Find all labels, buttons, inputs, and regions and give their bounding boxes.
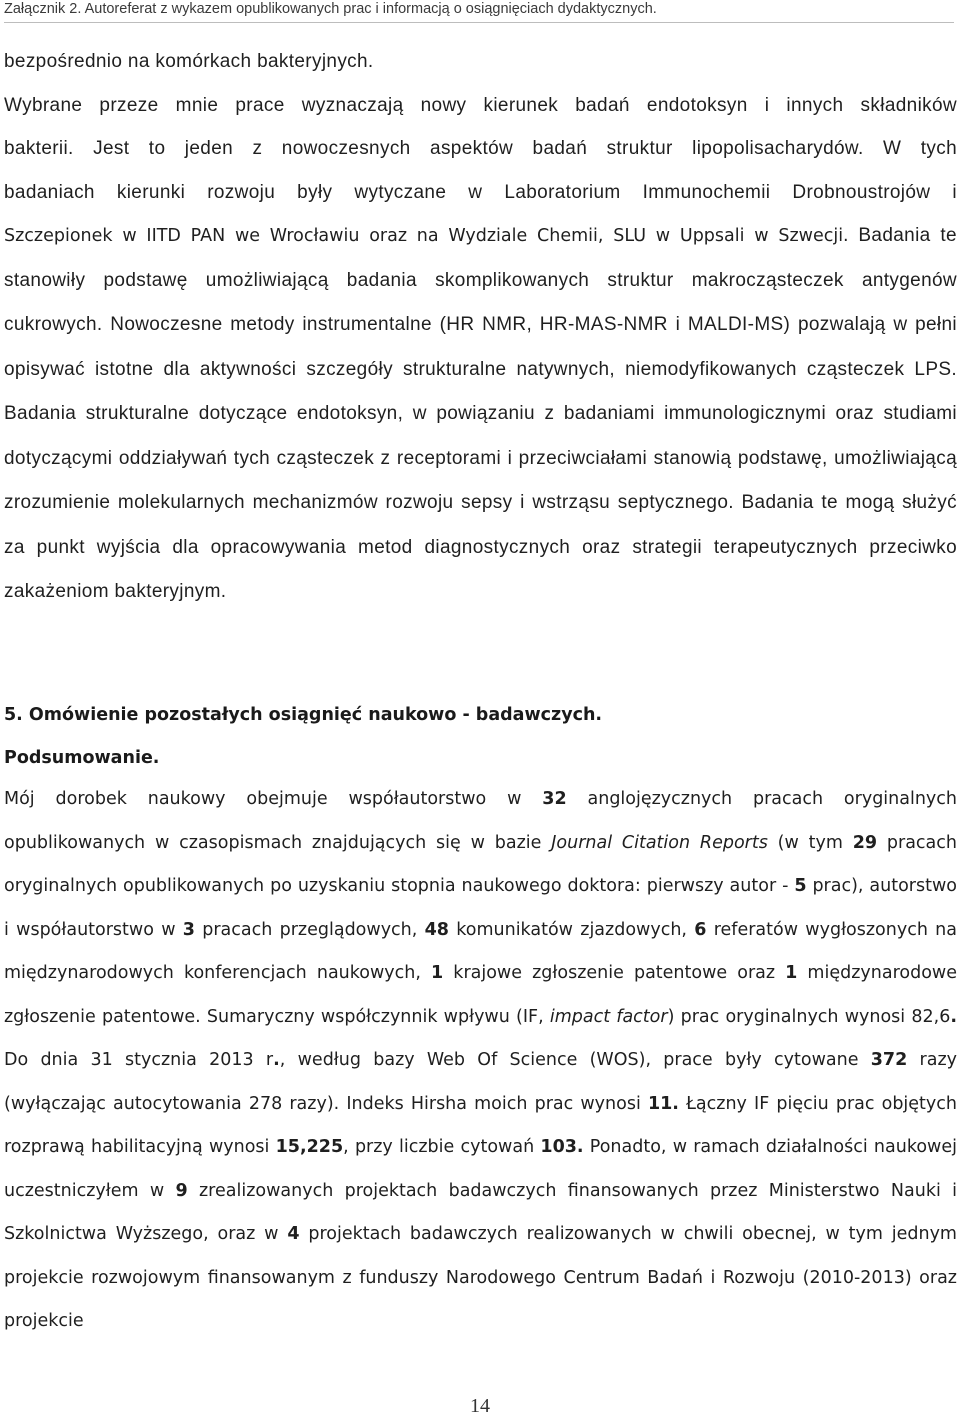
bold-number: 3 [182,919,195,940]
text-run: Łączny IF pięciu prac objętych rozprawą habilitacyjną wynosi [4,1093,957,1157]
paragraph-line: badaniach kierunki rozwoju były wytyczane w Laboratorium Immunochemii Drobnoustrojów i [4,181,957,203]
text-run: , według bazy Web Of Science (WOS), prace były cytowane [279,1050,871,1070]
section-subheading: Podsumowanie. [4,748,160,768]
bold-number: 1 [785,963,798,983]
text-run: pracach oryginalnych opublikowanych po uzyskaniu stopnia naukowego doktora: pierwszy autor - [4,832,957,896]
text-run: referatów wygłoszonych na międzynarodowych konferencjach naukowych, [4,919,958,983]
bold-number: 32 [542,789,567,809]
text-run: komunikatów zjazdowych, [448,919,695,940]
text-run: zrealizowanych projektach badawczych finansowanych przez Ministerstwo Nauki i Szkolnictwa Wyższego, oraz w [4,1180,957,1244]
bold-number: 372 [870,1050,908,1070]
text-run: Ponadto, w ramach działalności naukowej uczestniczyłem w [4,1137,957,1201]
bold-number: 11. [647,1093,679,1114]
paragraph-sentence: Badania te stanowiły podstawę umożliwiającą badania skomplikowanych struktur makrocząsteczek antygenów cukrowych. Nowoczesne metody instrumentalne (HR NMR, HR-MAS-NMR i MALDI-MS) pozwalają w pełni opisywać istotne dla aktywności szczegóły strukturalne natywnych, niemodyfikowanych cząsteczek LPS. Badania strukturalne dotyczące endotoksyn, w powiązaniu z badaniami immunologicznymi oraz studiami dotyczącymi oddziaływań tych cząsteczek z receptorami i przeciwciałami stanowią podstawę, umożliwiającą zrozumienie molekularnych mechanizmów rozwoju sepsy i wstrząsu septycznego. Badania te mogą służyć za punkt wyjścia dla opracowywania metod diagnostycznych oraz strategii terapeutycznych przeciwko zakażeniom bakteryjnym. [4,225,957,602]
bold-number: . [273,1050,280,1070]
paragraph-endotoxin-research [4,40,957,615]
bold-number: . [950,1006,957,1027]
text-run: międzynarodowe zgłoszenie patentowe. Sumaryczny współczynnik wpływu (IF, [4,963,957,1027]
text-run: (w tym [767,832,853,853]
bold-number: 103. [540,1137,584,1157]
text-run: Mój dorobek naukowy obejmuje współautorstwo w [4,789,543,809]
bold-number: 15,225 [275,1137,344,1157]
italic-term: impact factor [549,1006,668,1027]
text-run: razy (wyłączając autocytowania 278 razy). Indeks Hirsha moich prac wynosi [4,1050,957,1114]
italic-term: Journal Citation Reports [551,832,768,853]
bold-number: 6 [694,919,707,940]
paragraph-sentence: Szczepionek w IITD PAN we Wrocławiu oraz na Wydziale Chemii, SLU w Uppsali w Szwecji. [4,226,849,246]
paragraph-line: bezpośrednio na komórkach bakteryjnych. [4,51,374,72]
section-heading: 5. Omówienie pozostałych osiągnięć naukowo - badawczych. [4,705,603,725]
paragraph-summary [4,778,957,1344]
text-run: projektach badawczych realizowanych w chwili obecnej, w tym jednym projekcie rozwojowym finansowanym z funduszy Narodowego Centrum Badań i Rozwoju (2010-2013) oraz projekcie [4,1224,957,1331]
text-run: ) prac oryginalnych wynosi 82,6 [667,1006,951,1027]
bold-number: 9 [175,1180,188,1201]
bold-number: 4 [287,1224,300,1244]
text-run: prac), autorstwo i współautorstwo w [4,876,957,940]
text-run: krajowe zgłoszenie patentowe oraz [443,963,786,983]
page-header: Załącznik 2. Autoreferat z wykazem opublikowanych prac i informacją o osiągnięciach dydaktycznych. [4,0,954,23]
paragraph-line: Wybrane przeze mnie prace wyznaczają nowy kierunek badań endotoksyn i innych składników [4,94,957,116]
page-number: 14 [470,1395,490,1417]
bold-number: 48 [424,919,449,940]
bold-number: 1 [431,963,444,983]
text-run: pracach przeglądowych, [194,919,425,940]
paragraph-line: bakterii. Jest to jeden z nowoczesnych aspektów badań struktur lipopolisacharydów. W tych [4,138,957,159]
paragraph-text [4,226,957,602]
text-run: Do dnia 31 stycznia 2013 r [4,1050,274,1070]
bold-number: 5 [794,876,807,896]
text-run: anglojęzycznych pracach oryginalnych opublikowanych w czasopismach znajdujących się w bazie [4,789,957,853]
bold-number: 29 [852,832,878,853]
text-run: , przy liczbie cytowań [343,1137,541,1157]
